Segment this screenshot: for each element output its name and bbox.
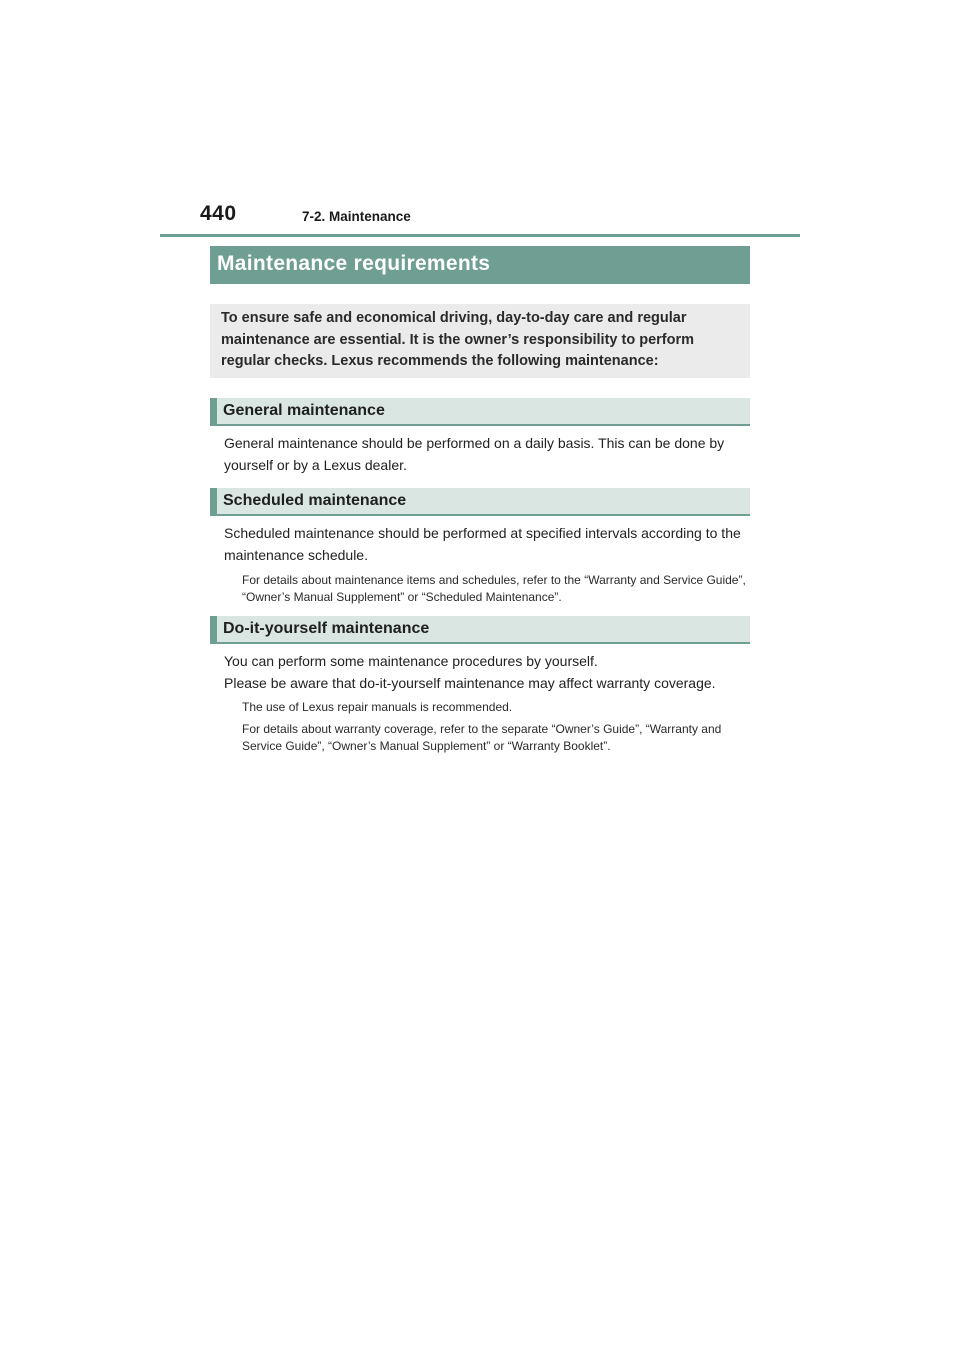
scheduled-maintenance-body: Scheduled maintenance should be performed at specified intervals according to the maintenance schedule. bbox=[224, 525, 741, 563]
page-number: 440 bbox=[200, 202, 237, 225]
page-title: Maintenance requirements bbox=[217, 252, 491, 275]
diy-maintenance-heading: Do-it-yourself maintenance bbox=[223, 620, 430, 637]
intro-box bbox=[210, 304, 750, 378]
diy-maintenance-note-1: The use of Lexus repair manuals is recommended. bbox=[242, 700, 513, 714]
diy-maintenance-body-line-1: You can perform some maintenance procedures by yourself. bbox=[224, 653, 598, 669]
general-maintenance-header bbox=[210, 398, 750, 426]
scheduled-maintenance-note: For details about maintenance items and schedules, refer to the “Warranty and Service Guide”, “Owner’s Manual Supplement” or “Scheduled Maintenance”. bbox=[242, 573, 746, 604]
diy-maintenance-header bbox=[210, 616, 750, 644]
diy-maintenance-note-2: For details about warranty coverage, refer to the separate “Owner’s Guide”, “Warranty and Service Guide”, “Owner’s Manual Supplement” or “Warranty Booklet”. bbox=[242, 722, 722, 753]
page-header bbox=[160, 200, 800, 237]
intro-text: To ensure safe and economical driving, day-to-day care and regular maintenance are essential. It is the owner’s responsibility to perform regular checks. Lexus recommends the following maintenance: bbox=[221, 310, 694, 369]
scheduled-maintenance-header bbox=[210, 488, 750, 516]
general-maintenance-body: General maintenance should be performed on a daily basis. This can be done by yourself or by a Lexus dealer. bbox=[224, 435, 725, 473]
section-label: 7-2. Maintenance bbox=[302, 209, 411, 224]
scheduled-maintenance-heading: Scheduled maintenance bbox=[223, 492, 407, 509]
page-title-bar bbox=[210, 246, 750, 284]
diy-maintenance-body-line-2: Please be aware that do-it-yourself maintenance may affect warranty coverage. bbox=[224, 675, 716, 691]
general-maintenance-heading: General maintenance bbox=[223, 402, 385, 419]
